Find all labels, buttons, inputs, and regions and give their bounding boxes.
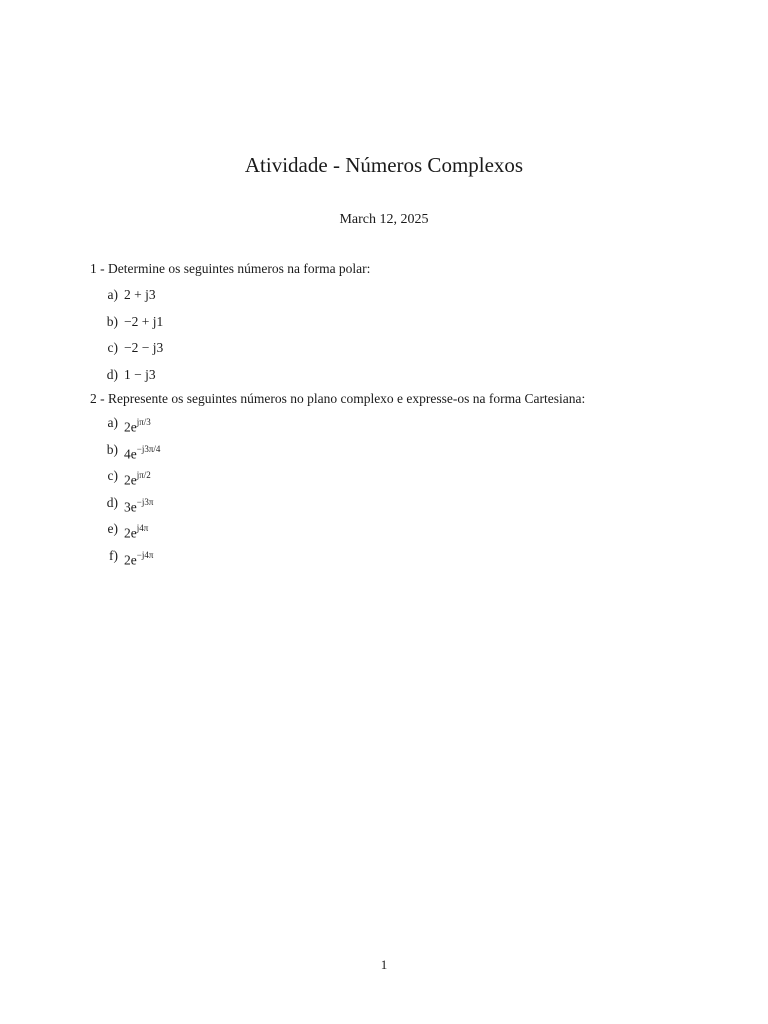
- expression-exponent: jπ/2: [136, 470, 151, 480]
- expression-base: 2e: [124, 552, 137, 567]
- list-item: [90, 410, 690, 437]
- question-2: [90, 388, 690, 569]
- list-item: [90, 335, 690, 362]
- item-expression: 1 − j3: [124, 366, 156, 382]
- item-expression: 2 + j3: [124, 287, 156, 302]
- list-item: [90, 362, 690, 389]
- question-2-items: [90, 410, 690, 569]
- document-body: [90, 258, 690, 569]
- item-label: c): [107, 468, 118, 483]
- item-label: f): [109, 547, 118, 563]
- list-item: [90, 543, 690, 570]
- expression-base: 3e: [124, 499, 137, 514]
- item-label: a): [107, 415, 118, 430]
- expression-exponent: −j3π/4: [136, 443, 161, 454]
- item-expression: −2 − j3: [124, 340, 164, 355]
- list-item: [90, 309, 690, 336]
- item-label: b): [106, 441, 118, 457]
- expression-base: 2e: [124, 525, 137, 541]
- question-1-prompt: 1 - Determine os seguintes números na forma polar:: [90, 261, 371, 276]
- item-expression: −2 + j1: [124, 313, 164, 329]
- item-label: d): [106, 366, 118, 382]
- list-item: [90, 437, 690, 464]
- list-item: [90, 463, 690, 490]
- expression-exponent: j4π: [136, 523, 149, 533]
- expression-base: 2e: [124, 419, 137, 435]
- expression-exponent: −j4π: [136, 549, 154, 560]
- item-label: a): [107, 287, 118, 302]
- list-item: [90, 490, 690, 517]
- expression-exponent: jπ/3: [136, 417, 151, 427]
- document-title: Atividade - Números Complexos: [244, 153, 524, 177]
- list-item: [90, 516, 690, 543]
- item-label: b): [106, 313, 118, 329]
- item-label: d): [106, 494, 118, 510]
- expression-exponent: −j3π: [136, 496, 154, 507]
- expression-base: 4e: [124, 446, 137, 461]
- document-date: March 12, 2025: [339, 212, 429, 227]
- item-label: c): [107, 340, 118, 355]
- item-label: e): [107, 521, 118, 536]
- question-1: [90, 258, 690, 388]
- question-2-prompt: 2 - Represente os seguintes números no plano complexo e expresse-os na forma Cartesiana:: [90, 391, 586, 406]
- page-number: 1: [380, 957, 388, 972]
- expression-base: 2e: [124, 472, 137, 488]
- item-expression: [124, 543, 153, 574]
- question-1-items: [90, 282, 690, 388]
- list-item: [90, 282, 690, 309]
